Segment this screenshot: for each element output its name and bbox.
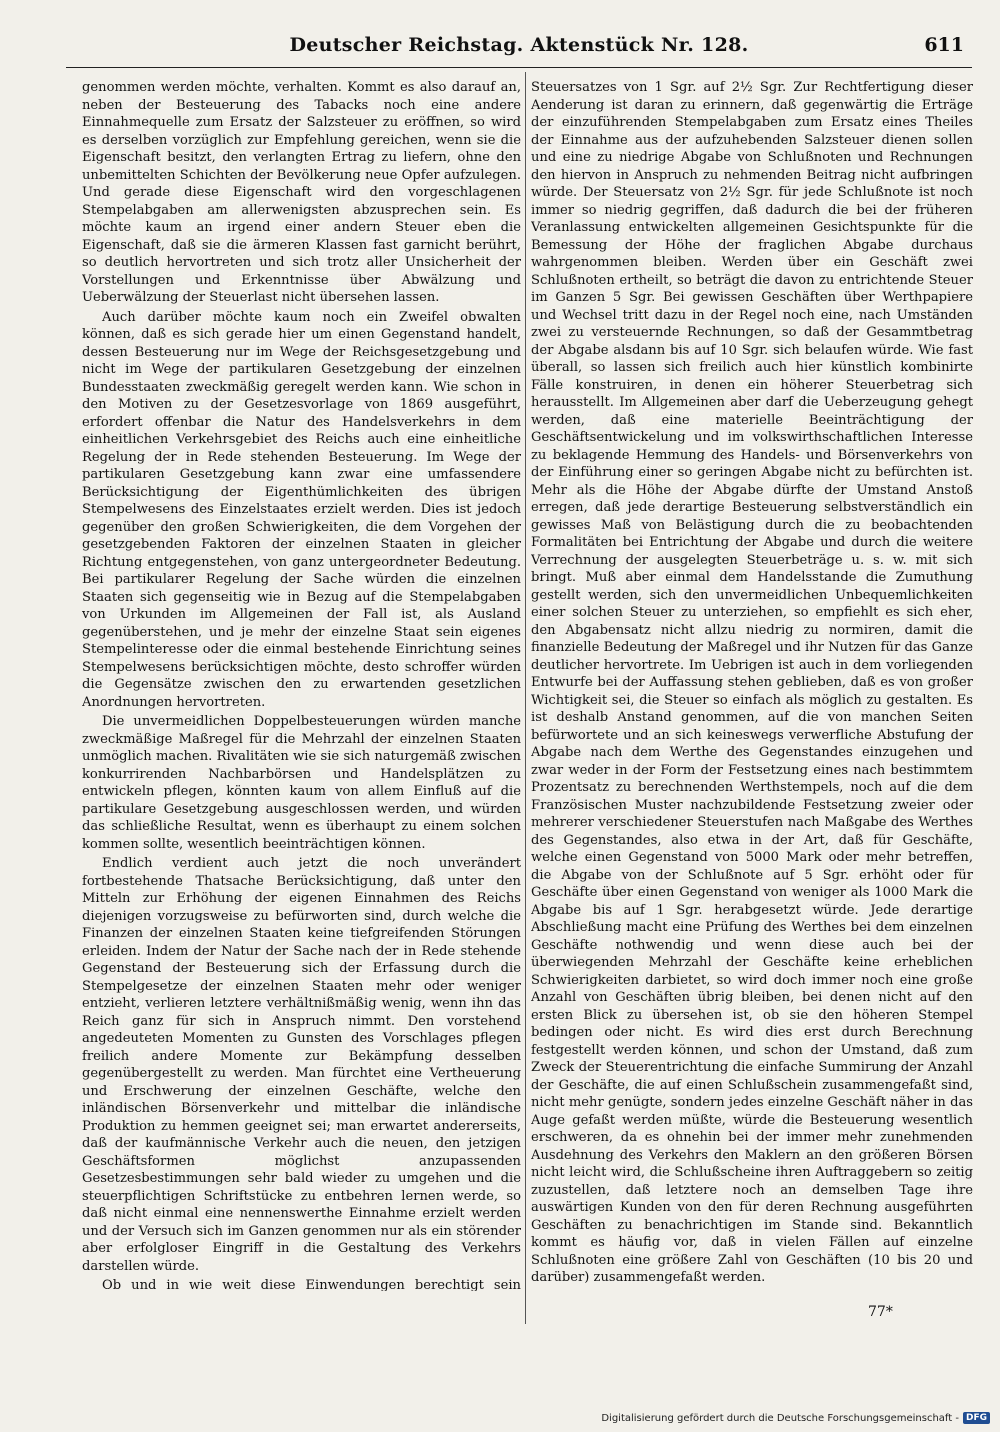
footer-text: Digitalisierung gefördert durch die Deutsche Forschungsgemeinschaft -: [601, 1412, 959, 1424]
header-rule: [66, 67, 972, 68]
paragraph: Endlich verdient auch jetzt die noch unverändert fortbestehende Thatsache Berücksichtigung, daß unter den Mitteln zur Erhöhung der eigenen Einnahmen des Reichs diejenigen vorzugsweise zu befürworten sind, durch welche die Finanzen der einzelnen Staaten keine tiefgreifenden Störungen erleiden. Indem der Natur der Sache nach der in Rede stehende Gegenstand der Besteuerung sich der Erfassung durch die Stempelgesetze der einzelnen Staaten mehr oder weniger entzieht, verlieren letztere verhältnißmäßig wenig, wenn ihn das Reich ganz für sich in Anspruch nimmt. Den vorstehend angedeuteten Momenten zu Gunsten des Vorschlages pflegen freilich andere Momente zur Bekämpfung desselben gegenübergestellt zu werden. Man fürchtet eine Vertheuerung und Erschwerung der einzelnen Geschäfte, welche den inländischen Börsenverkehr und mittelbar die inländische Produktion zu hemmen geeignet sei; man erwartet andererseits, daß der kaufmännische Verkehr auch die neuen, den jetzigen Geschäftsformen möglichst anzupassenden Gesetzesbestimmungen sehr bald wieder zu umgehen und die steuerpflichtigen Schriftstücke zu entbehren lernen werde, so daß nicht einmal eine nennenswerthe Einnahme erzielt werden und der Versuch sich im Ganzen genommen nur als ein störender aber erfolgloser Eingriff in die Gestaltung des Verkehrs darstellen würde.: [82, 856, 521, 1274]
left-column: [82, 79, 521, 1291]
page-number: 611: [924, 34, 964, 56]
paragraph: genommen werden möchte, verhalten. Kommt es also darauf an, neben der Besteuerung des Tabacks noch eine andere Einnahmequelle zum Ersatz der Salzsteuer zu eröffnen, so wird es derselben vorzüglich zur Empfehlung gereichen, wenn sie die Eigenschaft besitzt, den verlangten Ertrag zu liefern, ohne den unbemittelten Schichten der Bevölkerung neue Opfer aufzulegen. Und gerade diese Eigenschaft wird den vorgeschlagenen Stempelabgaben am allerwenigsten abzusprechen sein. Es möchte kaum an irgend einer andern Steuer eben die Eigenschaft, daß sie die ärmeren Klassen fast garnicht berührt, so deutlich hervortreten und sich trotz aller Unsicherheit der Vorstellungen und Erkenntnisse über Abwälzung und Ueberwälzung der Steuerlast nicht übersehen lassen.: [82, 80, 521, 305]
signature-mark: 77*: [868, 1304, 893, 1320]
column-divider: [525, 72, 526, 1324]
right-column: [531, 79, 973, 1291]
paragraph: Ob und in wie weit diese Einwendungen berechtigt sein: [102, 1278, 521, 1291]
running-title: Deutscher Reichstag. Aktenstück Nr. 128.: [289, 34, 749, 56]
page-header: [68, 30, 970, 60]
paragraph: Auch darüber möchte kaum noch ein Zweifel obwalten können, daß es sich gerade hier um einen Gegenstand handelt, dessen Besteuerung nur im Wege der Reichsgesetzgebung und nicht im Wege der partikularen Gesetzgebung der einzelnen Bundesstaaten zweckmäßig geregelt werden kann. Wie schon in den Motiven zu der Gesetzesvorlage von 1869 ausgeführt, erfordert offenbar die Natur des Handelsverkehrs in dem einheitlichen Verkehrsgebiet des Reichs auch eine einheitliche Regelung der in Rede stehenden Besteuerung. Im Wege der partikularen Gesetzgebung kann zwar eine umfassendere Berücksichtigung der Eigenthümlichkeiten des übrigen Stempelwesens des Einzelstaates erzielt werden. Dies ist jedoch gegenüber den großen Schwierigkeiten, die dem Vorgehen der gesetzgebenden Faktoren der einzelnen Staaten in gleicher Richtung entgegenstehen, von ganz untergeordneter Bedeutung. Bei partikularer Regelung der Sache würden die einzelnen Staaten sich gegenseitig wie in Bezug auf die Stempelabgaben von Urkunden im Allgemeinen der Fall ist, als Ausland gegenüberstehen, und je mehr der einzelne Staat sein eigenes Stempelinteresse oder die einmal bestehende Einrichtung seines Stempelwesens berücksichtigen möchte, desto schroffer würden die Gegensätze zwischen den zu erwartenden gesetzlichen Anordnungen hervortreten.: [82, 309, 521, 710]
digitization-footer: [601, 1412, 990, 1424]
paragraph: [531, 1289, 973, 1292]
paragraph: Steuersatzes von 1 Sgr. auf 2½ Sgr. Zur Rechtfertigung dieser Aenderung ist daran zu erinnern, daß gegenwärtig die Erträge der einzuführenden Stempelabgaben zum Ersatz eines Theiles der Einnahme aus der aufzuhebenden Salzsteuer dienen sollen und eine zu niedrige Abgabe von Schlußnoten und Rechnungen den hiervon in Anspruch zu nehmenden Beitrag nicht aufbringen würde. Der Steuersatz von 2½ Sgr. für jede Schlußnote ist noch immer so niedrig gegriffen, daß dadurch die bei der früheren Veranlassung entwickelten allgemeinen Gesichtspunkte für die Bemessung der Höhe der fraglichen Abgabe durchaus wahrgenommen bleiben. Werden über ein Geschäft zwei Schlußnoten ertheilt, so beträgt die davon zu entrichtende Steuer im Ganzen 5 Sgr. Bei gewissen Geschäften über Werthpapiere und Wechsel tritt dazu in der Regel noch eine, nach Umständen zwei zu versteuernde Rechnungen, so daß der Gesammtbetrag der Abgabe alsdann bis auf 10 Sgr. sich belaufen würde. Wie fast überall, so lassen sich freilich auch hier künstlich kombinirte Fälle konstruiren, in denen ein höherer Steuerbetrag sich herausstellt. Im Allgemeinen aber darf die Ueberzeugung gehegt werden, daß eine materielle Beeinträchtigung der Geschäftsentwickelung und im volkswirthschaftlichen Interesse zu beklagende Hemmung des Handels- und Börsenverkehrs von der Einführung einer so geringen Abgabe nicht zu befürchten ist. Mehr als die Höhe der Abgabe dürfte der Umstand Anstoß erregen, daß jede derartige Besteuerung selbstverständlich ein gewisses Maß von Belästigung durch die zu beobachtenden Formalitäten bei Entrichtung der Abgabe und durch die weitere Verrechnung der ausgelegten Steuerbeträge u. s. w. mit sich bringt. Muß aber einmal dem Handelsstande die Zumuthung gestellt werden, sich den unvermeidlichen Unbequemlichkeiten einer solchen Steuer zu unterziehen, so empfiehlt es sich eher, den Abgabensatz nicht allzu niedrig zu normiren, damit die finanzielle Bedeutung der Maßregel und ihr Nutzen für das Ganze deutlicher hervortrete. Im Uebrigen ist auch in dem vorliegenden Entwurfe bei der Auffassung stehen geblieben, daß es von großer Wichtigkeit sei, die Steuer so einfach als möglich zu gestalten. Es ist deshalb Anstand genommen, auf die von manchen Seiten befürwortete und an sich keineswegs verwerfliche Abstufung der Abgabe nach dem Werthe des Gegenstandes einzugehen und zwar weder in der Form der Festsetzung eines nach bestimmtem Prozentsatz zu berechnenden Werthstempels, noch auf die dem Französischen Muster nachzubildende Festsetzung zweier oder mehrerer verschiedener Steuerstufen nach Maßgabe des Werthes des Gegenstandes, also etwa in der Art, daß für Geschäfte, welche einen Gegenstand von 5000 Mark oder mehr betreffen, die Abgabe von der Schlußnote auf 5 Sgr. erhöht oder für Geschäfte über einen Gegenstand von weniger als 1000 Mark die Abgabe bis auf 1 Sgr. herabgesetzt würde. Jede derartige Abschließung macht eine Prüfung des Werthes bei dem einzelnen Geschäfte nothwendig und wenn diese auch bei der überwiegenden Mehrzahl der Geschäfte keine erheblichen Schwierigkeiten darbietet, so wird doch immer noch eine große Anzahl von Geschäften übrig bleiben, bei denen nicht auf den ersten Blick zu übersehen ist, ob sie den höheren Stempel bedingen oder nicht. Es wird dies erst durch Berechnung festgestellt werden können, und schon der Umstand, daß zum Zweck der Steuerentrichtung die einfache Summirung der Anzahl der Geschäfte, die auf einen Schlußschein zusammengefaßt sind, nicht mehr genügte, sondern jedes einzelne Geschäft näher in das Auge gefaßt werden müßte, würde die Besteuerung wesentlich erschweren, da es ohnehin bei der immer mehr zunehmenden Ausdehnung des Verkehrs den Maklern an den größeren Börsen nicht leicht wird, die Schlußscheine ihren Auftraggebern so zeitig zuzustellen, daß letztere noch an demselben Tage ihre auswärtigen Kunden von den für deren Rechnung ausgeführten Geschäften zu benachrichtigen im Stande sind. Bekanntlich kommt es häufig vor, daß in vielen Fällen auf einzelne Schlußnoten eine größere Zahl von Geschäften (10 bis 20 und darüber) zusammengefaßt werden.: [531, 80, 973, 1285]
dfg-logo-icon: DFG: [963, 1412, 990, 1424]
paragraph: Die unvermeidlichen Doppelbesteuerungen würden manche zweckmäßige Maßregel für die Mehrzahl der einzelnen Staaten unmöglich machen. Rivalitäten wie sie sich naturgemäß zwischen konkurrirenden Nachbarbörsen und Handelsplätzen zu entwickeln pflegen, könnten kaum von allem Einfluß auf die partikulare Gesetzgebung ausgeschlossen werden, und würden das schließliche Resultat, wenn es überhaupt zu einem solchen kommen sollte, wesentlich beeinträchtigen können.: [82, 714, 521, 852]
